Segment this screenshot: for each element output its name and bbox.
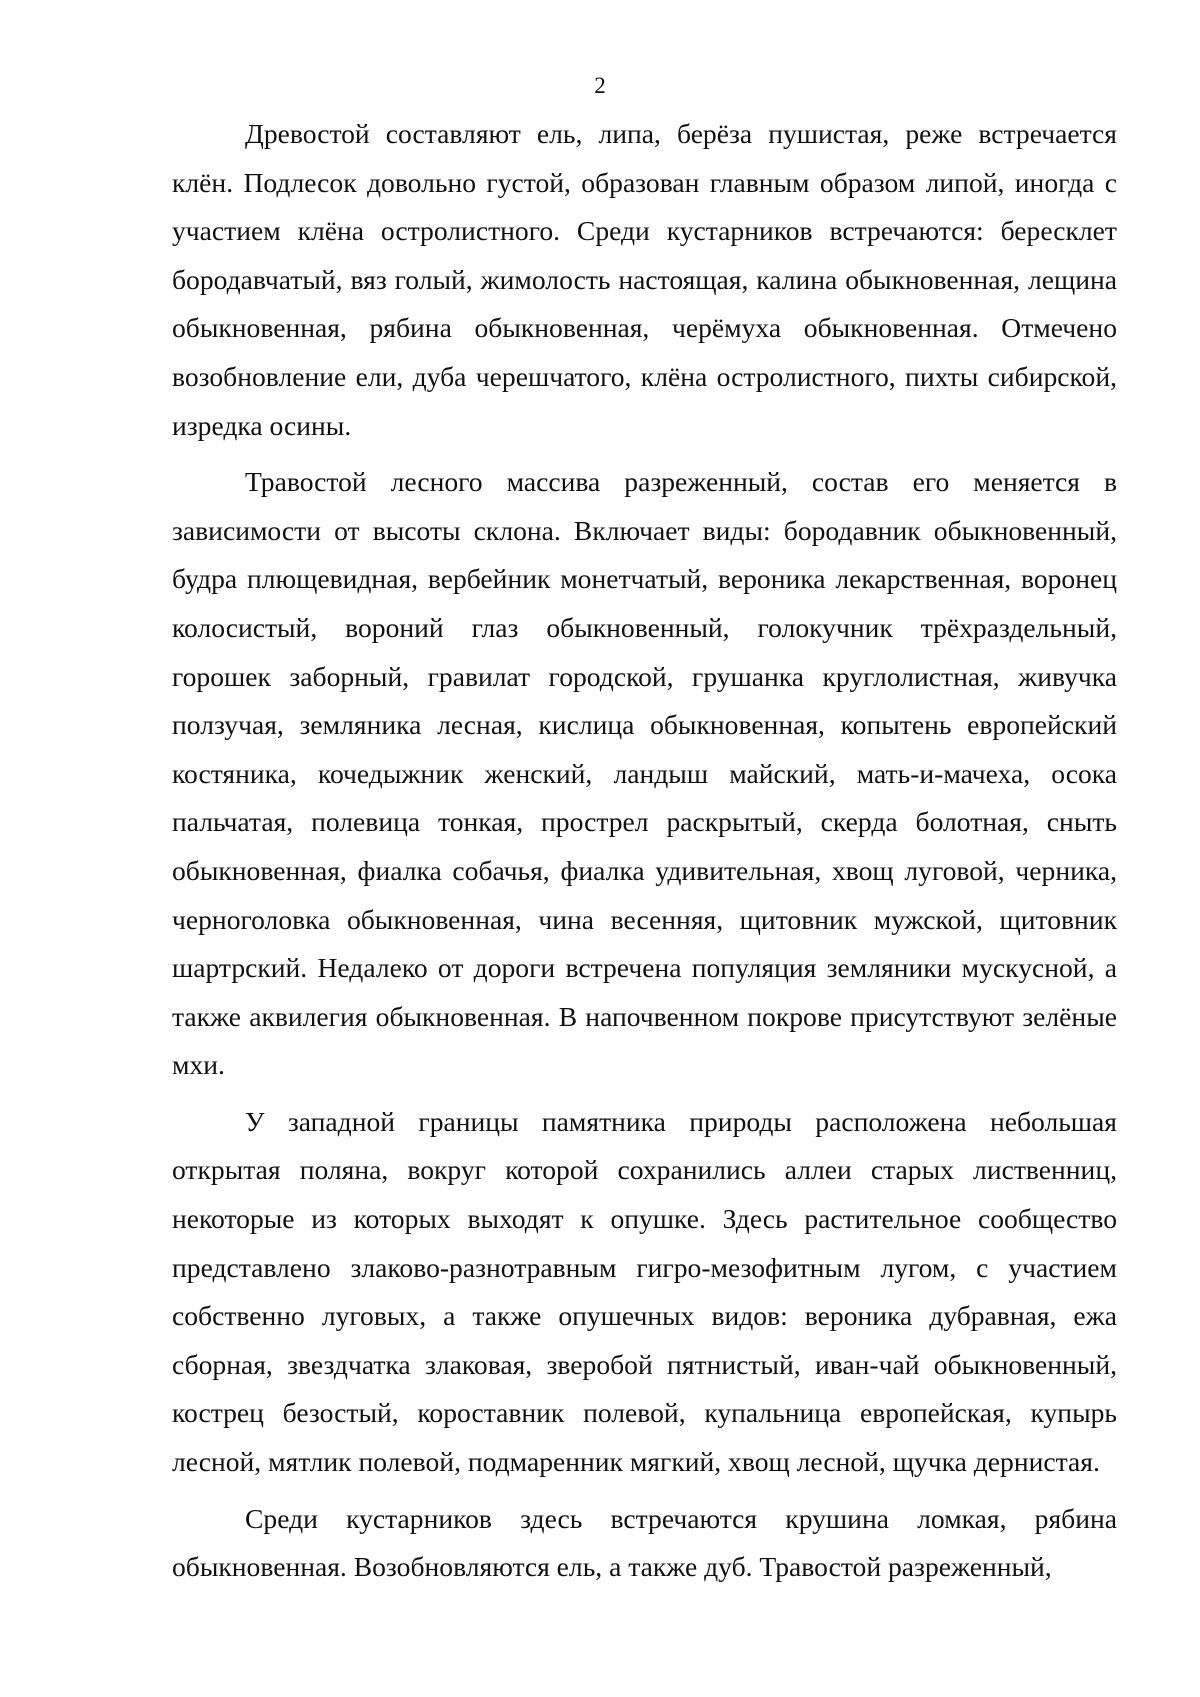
paragraph-western-glade: У западной границы памятника природы расположена небольшая открытая поляна, вокруг которой сохранились аллеи старых лиственниц, некоторые из которых выходят к опушке. Здесь растительное сообщество представлено злаково-разнотравным гигро-мезофитным лугом, с участием собственно луговых, а также опушечных видов: вероника дубравная, ежа сборная, звездчатка злаковая, зверобой пятнистый, иван-чай обыкновенный, кострец безостый, короставник полевой, купальница европейская, купырь лесной, мятлик полевой, подмаренник мягкий, хвощ лесной, щучка дернистая.: [172, 1105, 1117, 1478]
paragraph-herb-layer: Травостой лесного массива разреженный, состав его меняется в зависимости от высоты склона. Включает виды: бородавник обыкновенный, будра плющевидная, вербейник монетчатый, вероника лекарственная, воронец колосистый, вороний глаз обыкновенный, голокучник трёхраздельный, горошек заборный, гравилат городской, грушанка круглолистная, живучка ползучая, земляника лесная, кислица обыкновенная, копытень европейский костяника, кочедыжник женский, ландыш майский, мать-и-мачеха, осока пальчатая, полевица тонкая, прострел раскрытый, скерда болотная, сныть обыкновенная, фиалка собачья, фиалка удивительная, хвощ луговой, черника, черноголовка обыкновенная, чина весенняя, щитовник мужской, щитовник шартрский. Недалеко от дороги встречена популяция земляники мускусной, а также аквилегия обыкновенная. В напочвенном покрове присутствуют зелёные мхи.: [172, 466, 1117, 1081]
paragraph-tree-stand: Древостой составляют ель, липа, берёза пушистая, реже встречается клён. Подлесок довольно густой, образован главным образом липой, иногда с участием клёна остролистного. Среди кустарников встречаются: бересклет бородавчатый, вяз голый, жимолость настоящая, калина обыкновенная, лещина обыкновенная, рябина обыкновенная, черёмуха обыкновенная. Отмечено возобновление ели, дуба черешчатого, клёна остролистного, пихты сибирской, изредка осины.: [172, 118, 1117, 441]
paragraph-shrubs: Среди кустарников здесь встречаются крушина ломкая, рябина обыкновенная. Возобновляются ель, а также дуб. Травостой разреженный,: [172, 1502, 1117, 1583]
page-number: 2: [594, 73, 606, 98]
document-body: [172, 110, 1117, 1600]
